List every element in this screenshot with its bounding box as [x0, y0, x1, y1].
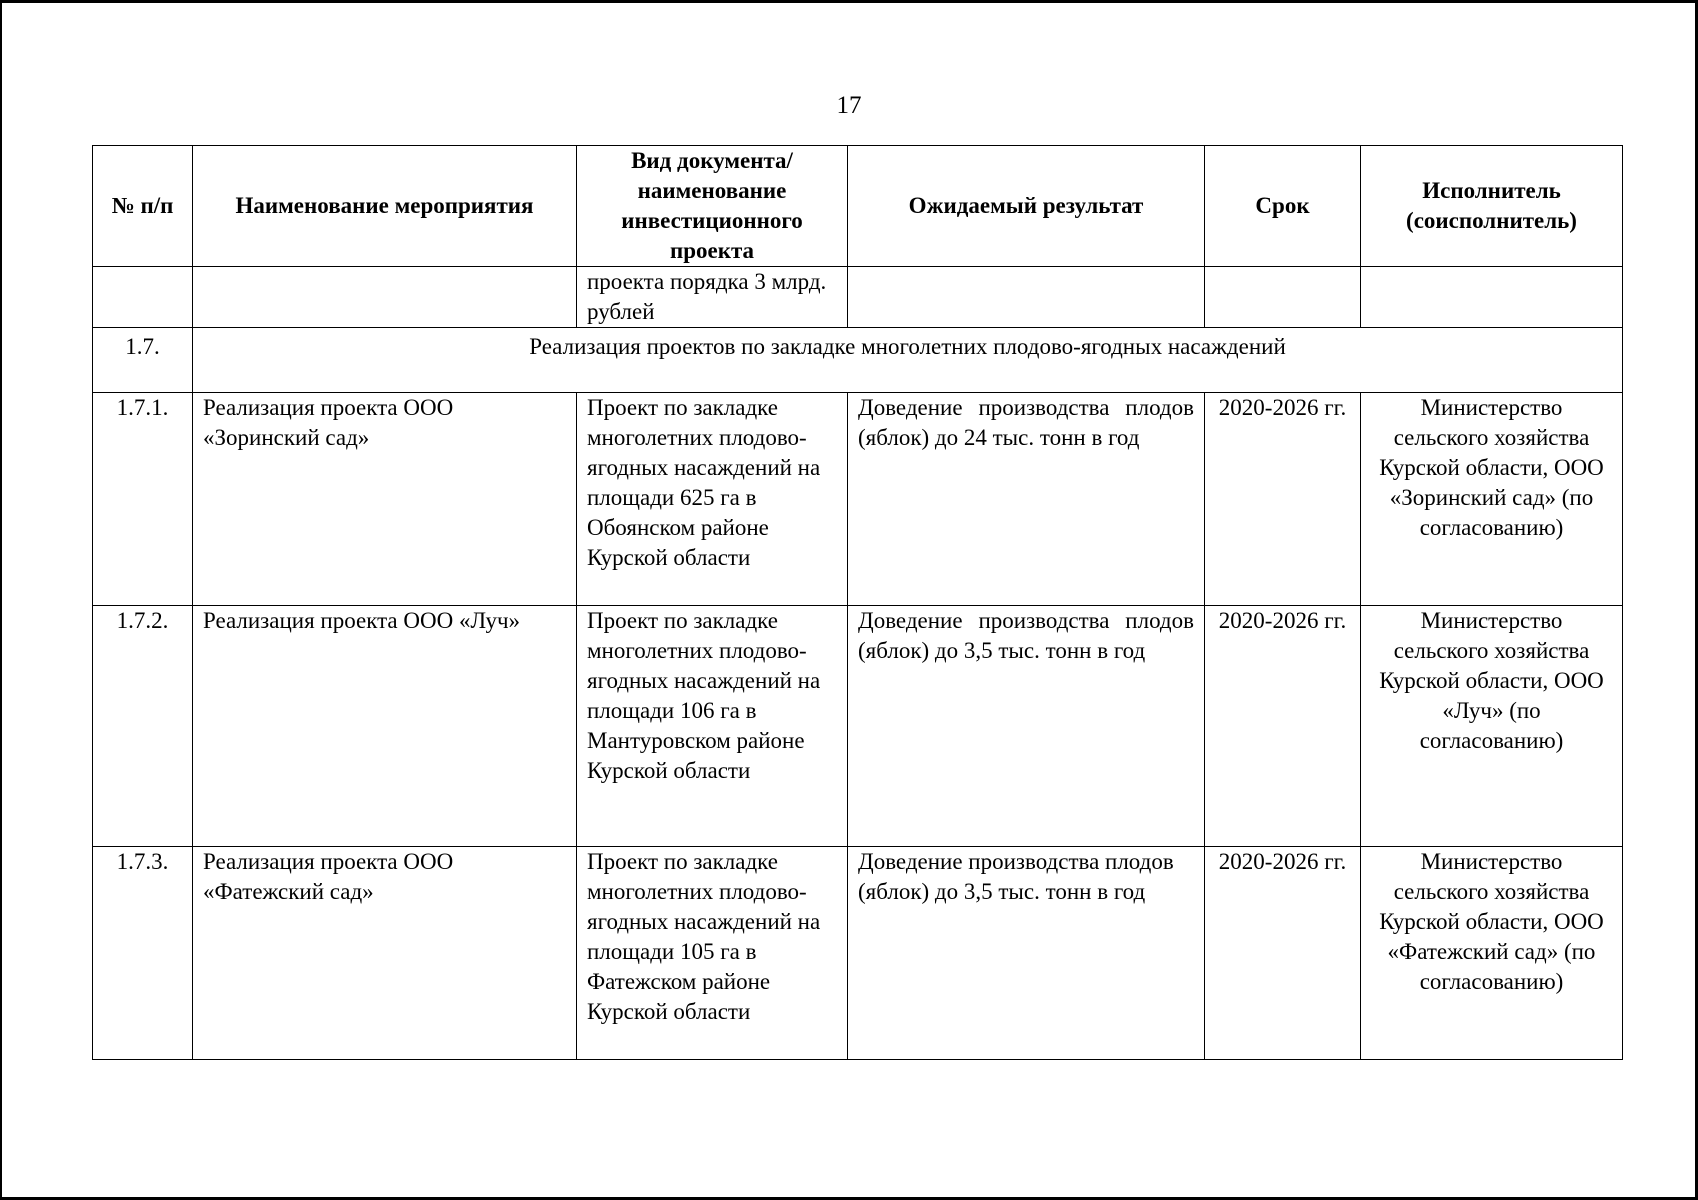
row-executor: Министерство сельского хозяйства Курской области, ООО «Фатежский сад» (по согласованию) — [1361, 847, 1623, 1060]
row-term: 2020-2026 гг. — [1205, 847, 1361, 1060]
row-executor: Министерство сельского хозяйства Курской области, ООО «Зоринский сад» (по согласованию) — [1361, 393, 1623, 606]
cell-term — [1205, 267, 1361, 328]
row-executor: Министерство сельского хозяйства Курской области, ООО «Луч» (по согласованию) — [1361, 606, 1623, 847]
header-executor: Исполнитель (соисполнитель) — [1361, 146, 1623, 267]
header-name: Наименование мероприятия — [193, 146, 577, 267]
row-term: 2020-2026 гг. — [1205, 393, 1361, 606]
section-num: 1.7. — [93, 328, 193, 393]
row-num: 1.7.3. — [93, 847, 193, 1060]
cell-result — [848, 267, 1205, 328]
header-result: Ожидаемый результат — [848, 146, 1205, 267]
cell-name — [193, 267, 577, 328]
table-row — [93, 847, 1623, 1060]
row-num: 1.7.1. — [93, 393, 193, 606]
measures-table — [92, 145, 1623, 1060]
row-num: 1.7.2. — [93, 606, 193, 847]
row-doc: Проект по закладке многолетних плодово-ягодных насаждений на площади 106 га в Мантуровском районе Курской области — [577, 606, 848, 847]
header-doc: Вид документа/ наименование инвестиционного проекта — [577, 146, 848, 267]
row-result: Доведение производства плодов (яблок) до 3,5 тыс. тонн в год — [848, 847, 1205, 1060]
row-term: 2020-2026 гг. — [1205, 606, 1361, 847]
cell-num — [93, 267, 193, 328]
header-term: Срок — [1205, 146, 1361, 267]
row-result: Доведение производства плодов (яблок) до 24 тыс. тонн в год — [848, 393, 1205, 606]
row-name: Реализация проекта ООО «Луч» — [193, 606, 577, 847]
row-name: Реализация проекта ООО «Зоринский сад» — [193, 393, 577, 606]
cell-executor — [1361, 267, 1623, 328]
row-doc: Проект по закладке многолетних плодово-ягодных насаждений на площади 625 га в Обоянском районе Курской области — [577, 393, 848, 606]
row-name: Реализация проекта ООО «Фатежский сад» — [193, 847, 577, 1060]
table-row — [93, 606, 1623, 847]
section-row — [93, 328, 1623, 393]
row-result: Доведение производства плодов (яблок) до 3,5 тыс. тонн в год — [848, 606, 1205, 847]
header-num: № п/п — [93, 146, 193, 267]
table-row — [93, 393, 1623, 606]
cell-doc: проекта порядка 3 млрд. рублей — [577, 267, 848, 328]
continuation-row — [93, 267, 1623, 328]
table-header-row — [93, 146, 1623, 267]
page-number: 17 — [836, 92, 862, 119]
row-doc: Проект по закладке многолетних плодово-ягодных насаждений на площади 105 га в Фатежском районе Курской области — [577, 847, 848, 1060]
section-title: Реализация проектов по закладке многолетних плодово-ягодных насаждений — [193, 328, 1623, 393]
